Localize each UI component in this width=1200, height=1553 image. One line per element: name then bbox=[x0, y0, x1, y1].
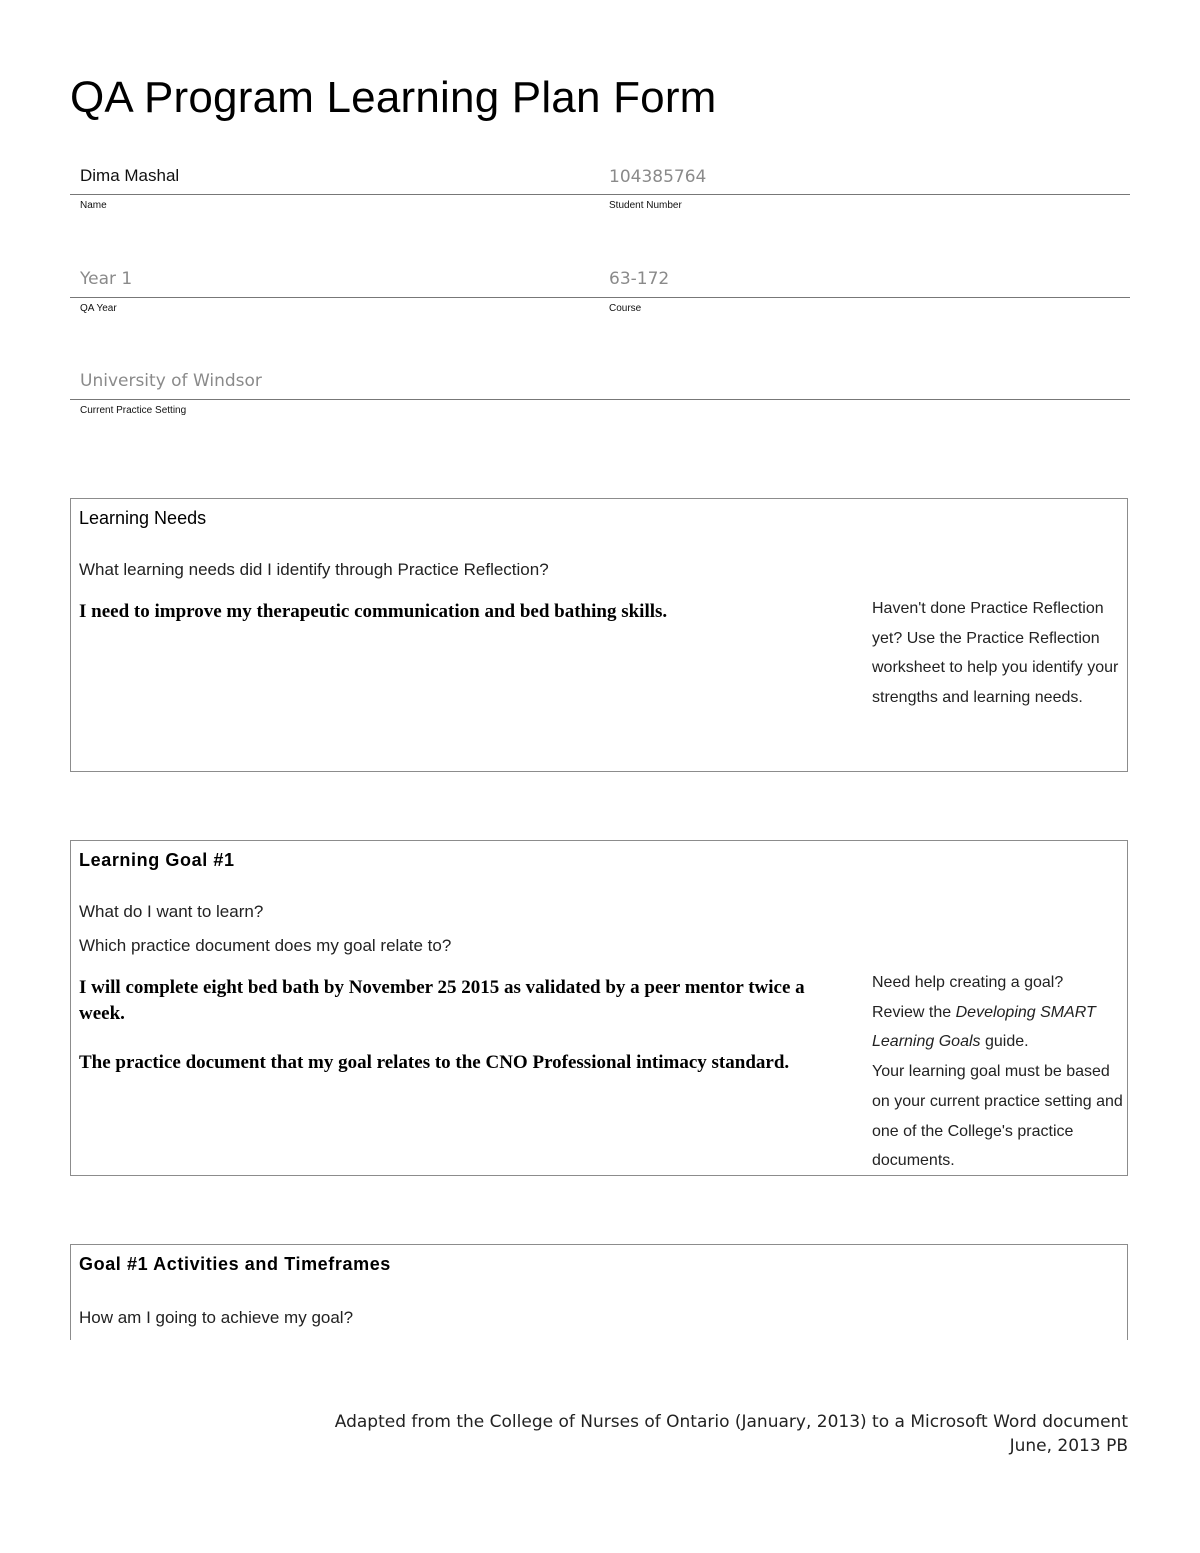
learning-goal-question-what: What do I want to learn? bbox=[79, 902, 264, 921]
name-field[interactable] bbox=[70, 164, 600, 213]
page-title: QA Program Learning Plan Form bbox=[70, 73, 717, 122]
name-label: Name bbox=[80, 200, 107, 211]
learning-goal-tip bbox=[872, 968, 1127, 1176]
learning-goal-answer-goal: I will complete eight bed bath by November 25 2015 as validated by a peer mentor twice a week. bbox=[79, 977, 805, 1024]
learning-needs-heading: Learning Needs bbox=[79, 508, 207, 528]
tip-guide-suffix: guide. bbox=[984, 1033, 1029, 1051]
qa-year-underline bbox=[70, 297, 600, 298]
course-field[interactable] bbox=[599, 267, 1130, 316]
learning-goal-section bbox=[70, 840, 1128, 1176]
practice-setting-field[interactable] bbox=[70, 369, 1130, 418]
learning-goal-tip-line-2: Your learning goal must be based on your current practice setting and one of the College's practice documents. bbox=[872, 1063, 1123, 1170]
footer-date: June, 2013 PB bbox=[1009, 1436, 1128, 1456]
course-label: Course bbox=[609, 303, 642, 314]
footer-attribution: Adapted from the College of Nurses of Ontario (January, 2013) to a Microsoft Word document bbox=[334, 1412, 1128, 1432]
learning-goal-answer[interactable] bbox=[79, 975, 849, 1076]
name-value[interactable]: Dima Mashal bbox=[80, 166, 180, 185]
course-value[interactable]: 63-172 bbox=[609, 269, 670, 289]
name-underline bbox=[70, 194, 600, 195]
learning-goal-question-document: Which practice document does my goal relate to? bbox=[79, 936, 452, 955]
qa-year-label: QA Year bbox=[80, 303, 117, 314]
learning-goal-answer-document: The practice document that my goal relates to the CNO Professional intimacy standard. bbox=[79, 1052, 790, 1073]
page-footer bbox=[335, 1410, 1128, 1458]
activities-section bbox=[70, 1244, 1128, 1340]
practice-setting-value[interactable]: University of Windsor bbox=[80, 371, 262, 391]
student-number-value[interactable]: 104385764 bbox=[609, 167, 707, 187]
student-number-field[interactable] bbox=[599, 165, 1130, 213]
course-underline bbox=[599, 297, 1130, 298]
learning-goal-heading: Learning Goal #1 bbox=[79, 850, 235, 870]
learning-needs-question: What learning needs did I identify through Practice Reflection? bbox=[79, 560, 549, 579]
learning-goal-tip-line-1: Need help creating a goal? bbox=[872, 974, 1064, 991]
learning-goal-tip-review bbox=[872, 998, 1127, 1057]
student-number-label: Student Number bbox=[609, 200, 682, 211]
activities-question: How am I going to achieve my goal? bbox=[79, 1308, 354, 1327]
smart-goals-guide-title: Developing SMART Learning Goals bbox=[872, 1003, 1096, 1051]
activities-heading: Goal #1 Activities and Timeframes bbox=[79, 1254, 391, 1274]
practice-setting-label: Current Practice Setting bbox=[80, 405, 187, 416]
learning-needs-tip: Haven't done Practice Reflection yet? Use the Practice Reflection worksheet to help you identify your strengths and learning needs. bbox=[872, 600, 1119, 707]
qa-year-field[interactable] bbox=[70, 267, 600, 316]
learning-needs-answer[interactable]: I need to improve my therapeutic communication and bed bathing skills. bbox=[79, 601, 668, 622]
tip-review-text: Review the bbox=[872, 1003, 952, 1021]
qa-year-value[interactable]: Year 1 bbox=[80, 269, 133, 289]
practice-setting-underline bbox=[70, 399, 1130, 400]
learning-needs-section bbox=[70, 498, 1128, 772]
student-number-underline bbox=[599, 194, 1130, 195]
